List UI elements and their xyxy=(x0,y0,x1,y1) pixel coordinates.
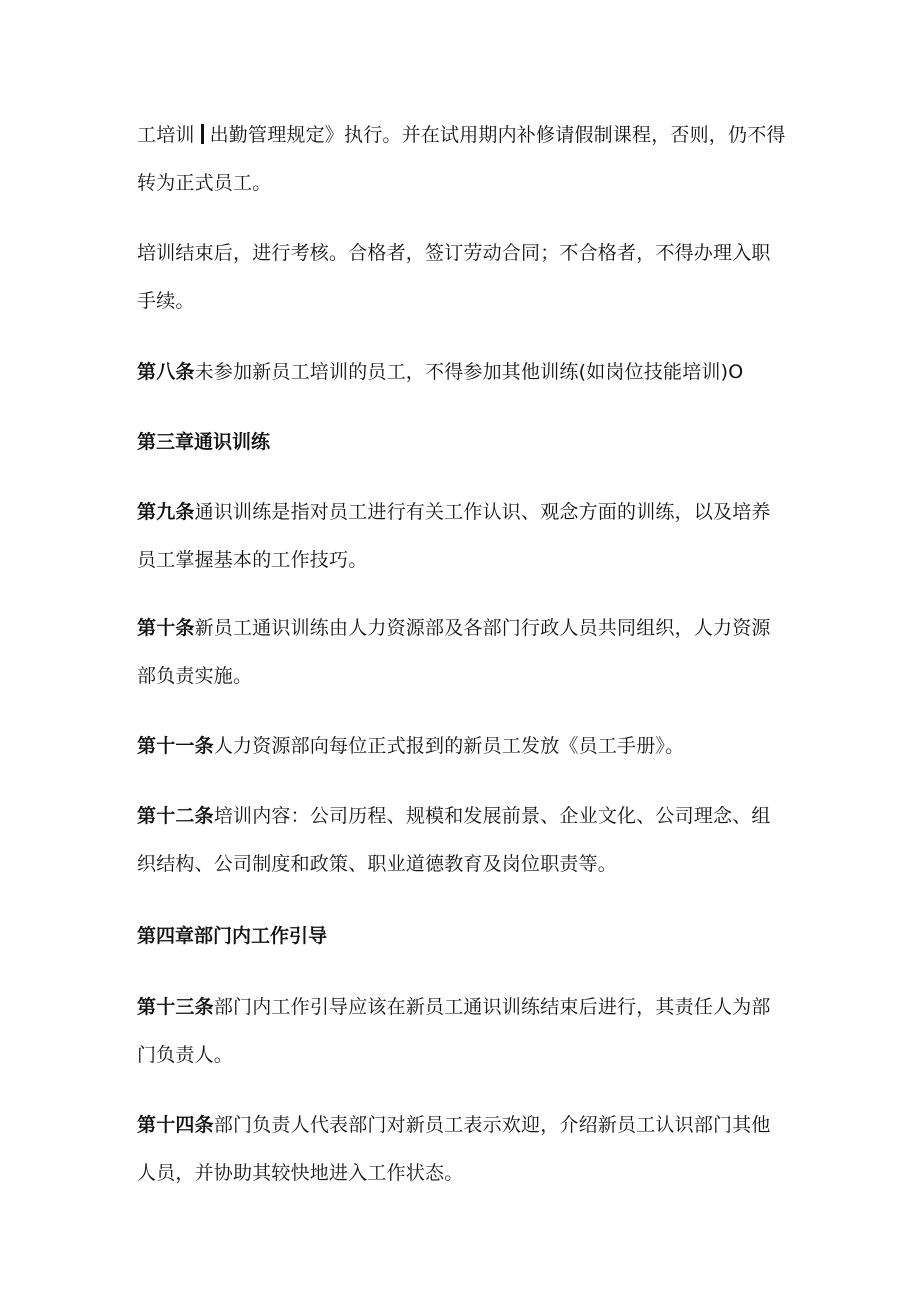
article-text: 人力资源部向每位正式报到的新员工发放《员工手册》。 xyxy=(213,735,685,757)
article-14 xyxy=(137,1101,787,1197)
paragraph-text-start: 工培训 xyxy=(137,124,195,146)
article-13 xyxy=(137,983,787,1079)
article-label: 第十四条 xyxy=(137,1114,214,1136)
article-label: 第八条 xyxy=(137,361,195,383)
chapter-3-heading: 第三章通识训练 xyxy=(137,431,271,453)
article-text: 通识训练是指对员工进行有关工作认识、观念方面的训练，以及培养员工掌握基本的工作技巧。 xyxy=(137,501,771,571)
chapter-4-heading: 第四章部门内工作引导 xyxy=(137,925,328,947)
paragraph-assessment xyxy=(137,229,787,325)
paragraph-attendance-rule xyxy=(137,111,787,207)
article-label: 第十条 xyxy=(137,617,195,639)
article-text: 部门内工作引导应该在新员工通识训练结束后进行，其责任人为部门负责人。 xyxy=(137,996,771,1066)
article-label: 第十一条 xyxy=(137,735,214,757)
article-label: 第九条 xyxy=(137,501,195,523)
article-text: 新员工通识训练由人力资源部及各部门行政人员共同组织，人力资源部负责实施。 xyxy=(137,617,771,687)
article-label: 第十三条 xyxy=(137,996,214,1018)
paragraph-text-rest: 出勤管理规定》执行。并在试用期内补修请假制课程，否则，仍不得转为正式员工。 xyxy=(137,124,786,194)
article-9 xyxy=(137,488,787,584)
article-10 xyxy=(137,604,787,700)
article-11 xyxy=(137,722,787,770)
article-12 xyxy=(137,792,787,888)
article-text: 未参加新员工培训的员工，不得参加其他训练(如岗位技能培训)O xyxy=(194,361,744,383)
article-text: 培训内容：公司历程、规模和发展前景、企业文化、公司理念、组织结构、公司制度和政策、职业道德教育及岗位职责等。 xyxy=(137,805,771,875)
article-text: 部门负责人代表部门对新员工表示欢迎，介绍新员工认识部门其他人员，并协助其较快地进入工作状态。 xyxy=(137,1114,771,1184)
article-label: 第十二条 xyxy=(137,805,214,827)
article-8 xyxy=(137,348,787,396)
vertical-bar-mark xyxy=(201,124,204,144)
paragraph-text: 培训结束后，进行考核。合格者，签订劳动合同；不合格者，不得办理入职手续。 xyxy=(137,242,771,312)
